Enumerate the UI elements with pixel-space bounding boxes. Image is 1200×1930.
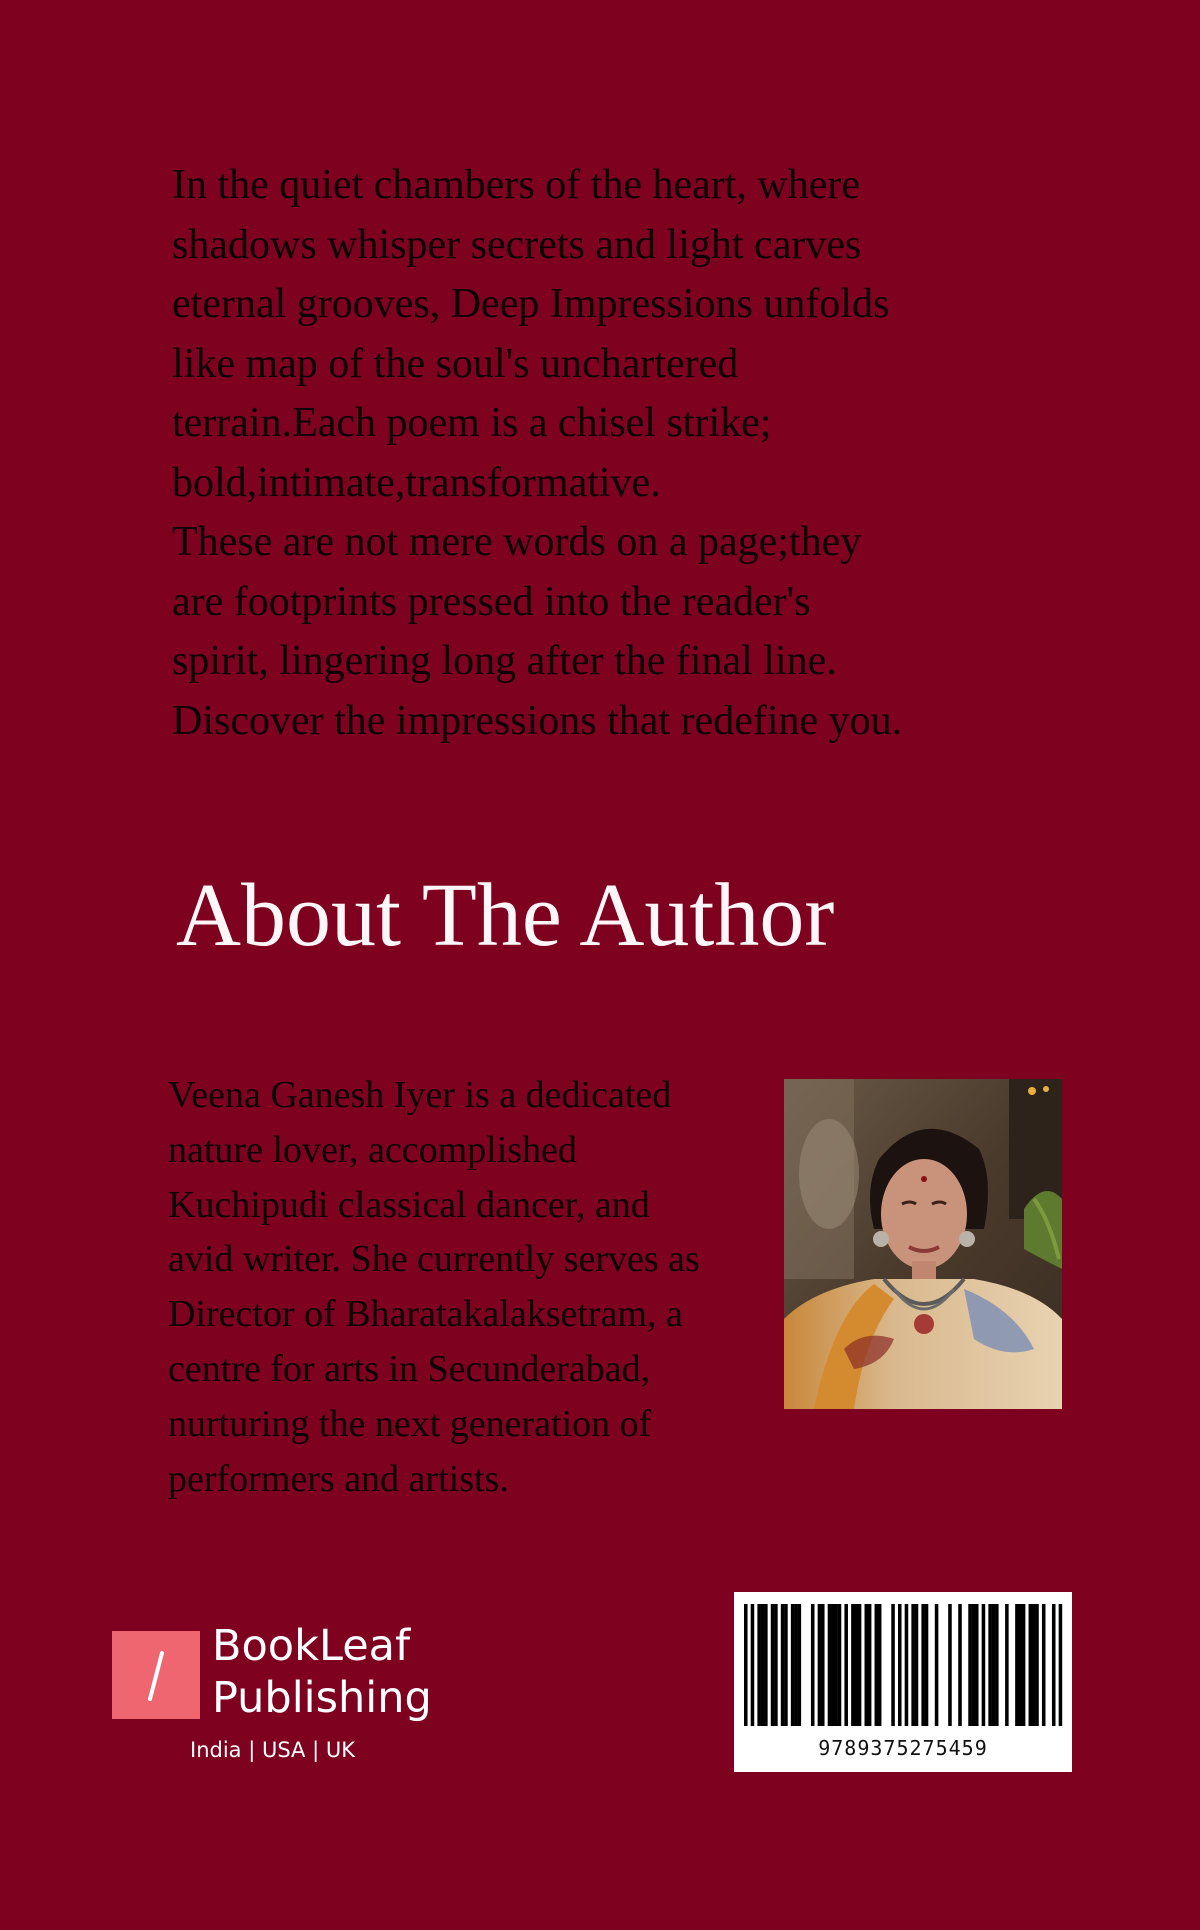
barcode-bar xyxy=(958,1604,962,1726)
barcode-bar xyxy=(915,1604,919,1726)
barcode-bar xyxy=(1005,1604,1009,1726)
barcode-bar xyxy=(925,1604,929,1726)
barcode-bar xyxy=(781,1604,785,1726)
barcode-bar xyxy=(875,1604,879,1726)
barcode-bar xyxy=(831,1604,835,1726)
barcode-bar xyxy=(1029,1604,1033,1726)
barcode-bar xyxy=(798,1604,802,1726)
barcode-bar xyxy=(975,1604,979,1726)
book-blurb xyxy=(172,156,1002,751)
bio-line: nature lover, accomplished xyxy=(168,1128,577,1171)
barcode-bar xyxy=(784,1604,788,1726)
author-bio xyxy=(168,1068,768,1506)
barcode-bar xyxy=(992,1604,996,1726)
barcode-bar xyxy=(751,1604,755,1726)
blurb-line: These are not mere words on a page;they xyxy=(172,519,862,565)
barcode-bar xyxy=(834,1604,838,1726)
barcode-bar xyxy=(818,1604,822,1726)
barcode-bar xyxy=(821,1604,825,1726)
barcode-bar xyxy=(774,1604,778,1726)
barcode-bars xyxy=(734,1592,1072,1732)
barcode-bar xyxy=(764,1604,768,1726)
barcode-bar xyxy=(838,1604,842,1726)
barcode-bar xyxy=(982,1604,986,1726)
barcode-bar xyxy=(1035,1604,1039,1726)
barcode-bar xyxy=(757,1604,761,1726)
about-author-heading: About The Author xyxy=(176,866,835,965)
barcode-bar xyxy=(878,1604,882,1726)
publisher-regions: India | USA | UK xyxy=(190,1738,355,1762)
blurb-line: In the quiet chambers of the heart, where xyxy=(172,162,861,208)
barcode-bar xyxy=(898,1604,902,1726)
barcode-bar xyxy=(844,1604,848,1726)
blurb-line: bold,intimate,transformative. xyxy=(172,459,661,506)
bio-line: Kuchipudi classical dancer, and xyxy=(168,1183,650,1226)
blurb-line: Discover the impressions that redefine you. xyxy=(172,697,903,744)
barcode-bar xyxy=(794,1604,798,1726)
isbn-number: 9789375275459 xyxy=(818,1736,988,1760)
barcode-bar xyxy=(921,1604,925,1726)
barcode-bar xyxy=(761,1604,765,1726)
slash-icon xyxy=(112,1631,200,1719)
barcode-bar xyxy=(828,1604,832,1726)
barcode-bar xyxy=(868,1604,872,1726)
barcode-bar xyxy=(1032,1604,1036,1726)
blurb-line: are footprints pressed into the reader's xyxy=(172,578,811,625)
bio-line: performers and artists. xyxy=(168,1457,509,1500)
bio-line: Veena Ganesh Iyer is a dedicated xyxy=(168,1074,672,1116)
bio-line: nurturing the next generation of xyxy=(168,1402,652,1445)
barcode-bar xyxy=(851,1604,855,1726)
barcode-bar xyxy=(972,1604,976,1726)
publisher-name-line2: Publishing xyxy=(212,1673,432,1723)
barcode-bar xyxy=(935,1604,939,1726)
barcode-bar xyxy=(948,1604,952,1726)
publisher-name-line1: BookLeaf xyxy=(212,1621,411,1671)
barcode-bar xyxy=(1022,1604,1026,1726)
barcode-bar xyxy=(1018,1604,1022,1726)
bio-line: avid writer. She currently serves as xyxy=(168,1238,700,1281)
barcode-bar xyxy=(811,1604,815,1726)
barcode-bar xyxy=(858,1604,862,1726)
barcode-bar xyxy=(791,1604,795,1726)
barcode-bar xyxy=(1059,1604,1063,1726)
bio-line: Director of Bharatakalaksetram, a xyxy=(168,1293,683,1336)
isbn-barcode xyxy=(734,1592,1072,1772)
barcode-bar xyxy=(854,1604,858,1726)
barcode-bar xyxy=(988,1604,992,1726)
barcode-bar xyxy=(891,1604,895,1726)
blurb-line: terrain.Each poem is a chisel strike; xyxy=(172,400,772,446)
bio-line: centre for arts in Secunderabad, xyxy=(168,1347,651,1390)
barcode-bar xyxy=(744,1604,748,1726)
publisher-logo xyxy=(112,1621,452,1778)
barcode-bar xyxy=(995,1604,999,1726)
author-photo xyxy=(784,1079,1062,1409)
barcode-bar xyxy=(905,1604,909,1726)
publisher-name xyxy=(212,1620,432,1724)
barcode-bar xyxy=(1052,1604,1056,1726)
blurb-line: like map of the soul's unchartered xyxy=(172,340,739,387)
barcode-bar xyxy=(1015,1604,1019,1726)
blurb-line: shadows whisper secrets and light carves xyxy=(172,221,862,268)
blurb-line: eternal grooves, Deep Impressions unfolds xyxy=(172,281,890,327)
barcode-bar xyxy=(865,1604,869,1726)
barcode-bar xyxy=(1042,1604,1046,1726)
barcode-bar xyxy=(771,1604,775,1726)
barcode-bar xyxy=(911,1604,915,1726)
blurb-line: spirit, lingering long after the final line. xyxy=(172,638,837,684)
barcode-bar xyxy=(968,1604,972,1726)
